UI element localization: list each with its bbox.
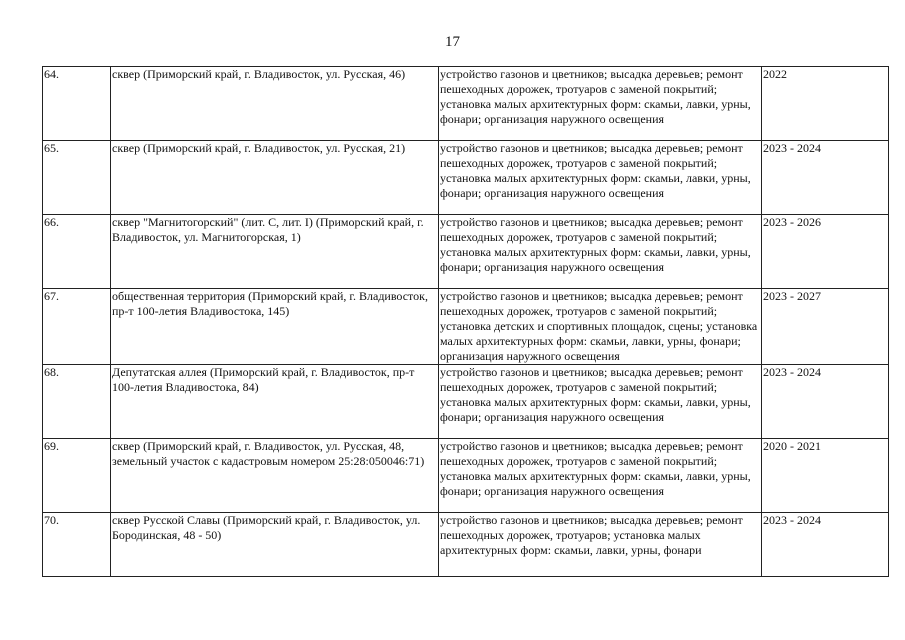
row-number-cell: 65. [43, 141, 111, 215]
address-cell: сквер (Приморский край, г. Владивосток, ул. Русская, 48, земельный участок с кадастровым номером 25:28:050046:71) [111, 439, 439, 513]
row-number-cell: 67. [43, 289, 111, 365]
period-cell: 2023 - 2024 [762, 141, 889, 215]
table-row [43, 141, 889, 215]
period-cell: 2022 [762, 67, 889, 141]
table-row [43, 215, 889, 289]
works-cell: устройство газонов и цветников; высадка деревьев; ремонт пешеходных дорожек, тротуаров с заменой покрытий; установка малых архитектурных форм: скамьи, лавки, урны, фонари; организация наружного освещения [439, 215, 762, 289]
page-number: 17 [445, 34, 460, 50]
works-cell: устройство газонов и цветников; высадка деревьев; ремонт пешеходных дорожек, тротуаров; установка малых архитектурных форм: скамьи, лавки, урны, фонари [439, 513, 762, 577]
address-cell: сквер "Магнитогорский" (лит. С, лит. I) (Приморский край, г. Владивосток, ул. Магнитогорская, 1) [111, 215, 439, 289]
period-cell: 2020 - 2021 [762, 439, 889, 513]
address-cell: сквер Русской Славы (Приморский край, г. Владивосток, ул. Бородинская, 48 - 50) [111, 513, 439, 577]
row-number-cell: 69. [43, 439, 111, 513]
works-cell: устройство газонов и цветников; высадка деревьев; ремонт пешеходных дорожек, тротуаров с заменой покрытий; установка малых архитектурных форм: скамьи, лавки, урны, фонари; организация наружного освещения [439, 67, 762, 141]
address-cell: Депутатская аллея (Приморский край, г. Владивосток, пр-т 100-летия Владивостока, 84) [111, 365, 439, 439]
period-cell: 2023 - 2024 [762, 365, 889, 439]
period-cell: 2023 - 2026 [762, 215, 889, 289]
period-cell: 2023 - 2024 [762, 513, 889, 577]
address-cell: сквер (Приморский край, г. Владивосток, ул. Русская, 21) [111, 141, 439, 215]
address-cell: сквер (Приморский край, г. Владивосток, ул. Русская, 46) [111, 67, 439, 141]
period-cell: 2023 - 2027 [762, 289, 889, 365]
table-row [43, 439, 889, 513]
table-row [43, 289, 889, 365]
row-number-cell: 64. [43, 67, 111, 141]
works-cell: устройство газонов и цветников; высадка деревьев; ремонт пешеходных дорожек, тротуаров с заменой покрытий; установка детских и спортивных площадок, сцены; установка малых архитектурных форм: скамьи, лавки, урны, фонари; организация наружного освещения [439, 289, 762, 365]
address-cell: общественная территория (Приморский край, г. Владивосток, пр-т 100-летия Владивостока, 145) [111, 289, 439, 365]
row-number-cell: 66. [43, 215, 111, 289]
table-row [43, 513, 889, 577]
works-cell: устройство газонов и цветников; высадка деревьев; ремонт пешеходных дорожек, тротуаров с заменой покрытий; установка малых архитектурных форм: скамьи, лавки, урны, фонари; организация наружного освещения [439, 439, 762, 513]
improvement-objects-table [42, 66, 889, 577]
table-row [43, 365, 889, 439]
row-number-cell: 70. [43, 513, 111, 577]
table-row [43, 67, 889, 141]
row-number-cell: 68. [43, 365, 111, 439]
works-cell: устройство газонов и цветников; высадка деревьев; ремонт пешеходных дорожек, тротуаров с заменой покрытий; установка малых архитектурных форм: скамьи, лавки, урны, фонари; организация наружного освещения [439, 365, 762, 439]
works-cell: устройство газонов и цветников; высадка деревьев; ремонт пешеходных дорожек, тротуаров с заменой покрытий; установка малых архитектурных форм: скамьи, лавки, урны, фонари; организация наружного освещения [439, 141, 762, 215]
